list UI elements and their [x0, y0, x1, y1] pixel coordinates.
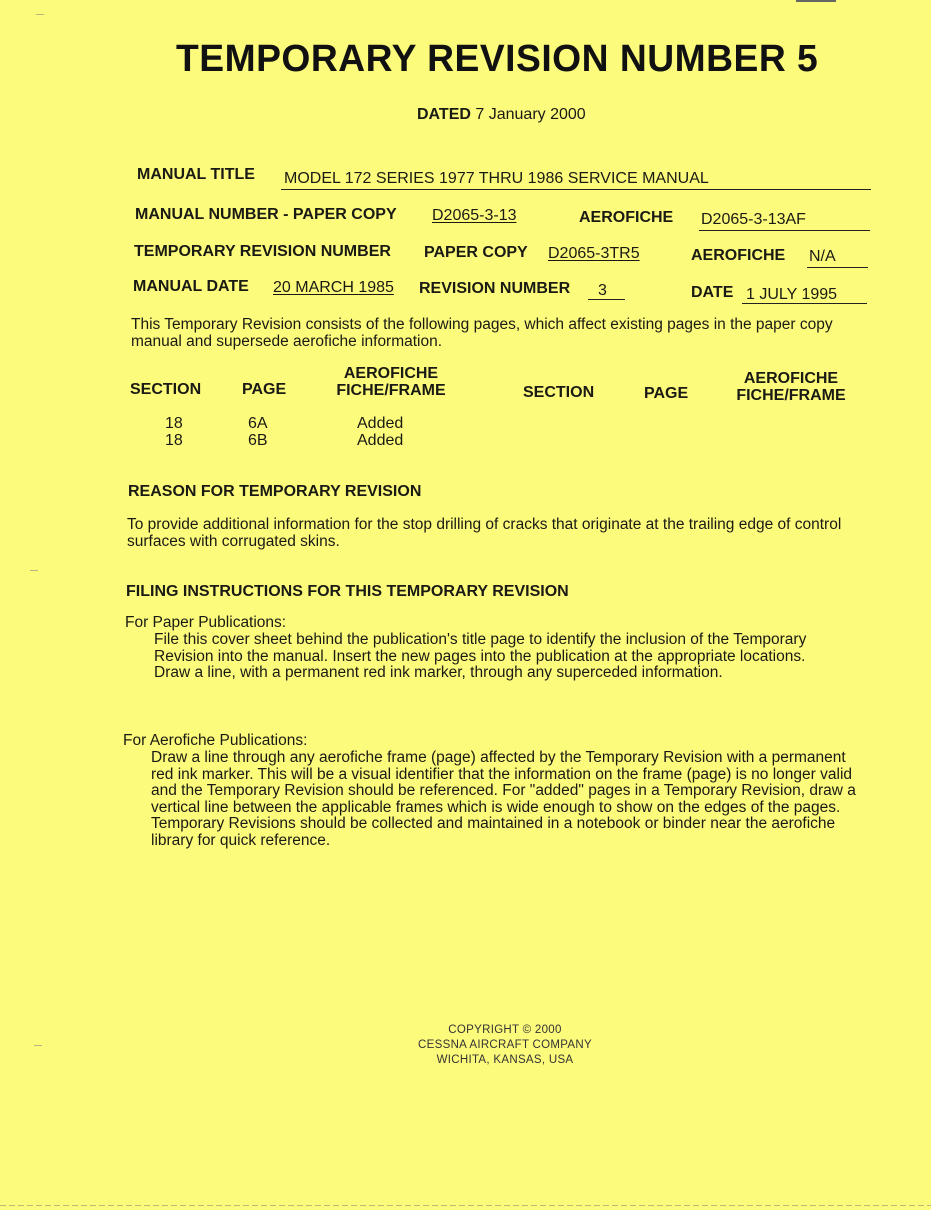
manual-number-value: D2065-3-13 [432, 207, 517, 224]
tr-number-value: D2065-3TR5 [548, 245, 640, 262]
scan-speck [30, 570, 38, 571]
dated-value: 7 January 2000 [475, 106, 586, 123]
table-cell-section: 18 [165, 432, 183, 449]
date-value: 1 JULY 1995 [746, 286, 838, 303]
manual-number-aerofiche-value: D2065-3-13AF [701, 211, 806, 228]
table-header-aerofiche-right-top: AEROFICHE [743, 370, 839, 387]
table-header-section-right: SECTION [523, 384, 595, 401]
table-cell-page: 6A [248, 415, 268, 432]
revision-number-label: REVISION NUMBER [419, 280, 571, 297]
manual-title-value: MODEL 172 SERIES 1977 THRU 1986 SERVICE MANUAL [284, 170, 709, 187]
date-underline [742, 303, 867, 304]
aerofiche-publications-heading: For Aerofiche Publications: [123, 732, 308, 749]
table-header-section-left: SECTION [130, 381, 202, 398]
aerofiche-underline [699, 230, 870, 231]
table-header-aerofiche-left-top: AEROFICHE [343, 365, 439, 382]
revision-number-value: 3 [598, 282, 607, 299]
table-header-aerofiche-right [729, 370, 853, 404]
table-header-aerofiche-right-bottom: FICHE/FRAME [736, 387, 846, 404]
aerofiche-publications-text: Draw a line through any aerofiche frame (page) affected by the Temporary Revision with a permanent red ink marker. This will be a visual identifier that the information on the frame (page) is no longer valid and the Temporary Revision should be referenced. For "added" pages in a Temporary Revision, draw a vertical line between the applicable frames which is wide enough to show on the edges of the pages. Temporary Revisions should be collected and maintained in a notebook or binder near the aerofiche library for quick reference. [151, 749, 856, 849]
company-line: CESSNA AIRCRAFT COMPANY [418, 1039, 592, 1051]
reason-heading: REASON FOR TEMPORARY REVISION [128, 483, 422, 500]
document-title: TEMPORARY REVISION NUMBER 5 [176, 38, 819, 80]
scan-speck [34, 1045, 42, 1046]
table-header-aerofiche-left-bottom: FICHE/FRAME [336, 382, 446, 399]
reason-text: To provide additional information for the stop drilling of cracks that originate at the trailing edge of control surfaces with corrugated skins. [127, 516, 842, 550]
dated-line [417, 106, 586, 124]
manual-date-value: 20 MARCH 1985 [273, 279, 394, 296]
intro-paragraph: This Temporary Revision consists of the following pages, which affect existing pages in the paper copy manual and supersede aerofiche information. [131, 316, 833, 350]
location-line: WICHITA, KANSAS, USA [436, 1054, 574, 1066]
scan-speck [36, 14, 44, 15]
tr-number-aerofiche-label: AEROFICHE [691, 247, 786, 264]
manual-title-underline [281, 189, 871, 190]
tr-number-aerofiche-value: N/A [809, 248, 836, 265]
table-cell-section: 18 [165, 415, 183, 432]
table-header-aerofiche-left [329, 365, 453, 399]
scan-mark [796, 0, 836, 2]
scan-edge [0, 1205, 931, 1206]
manual-title-label: MANUAL TITLE [137, 166, 255, 183]
tr-number-label: TEMPORARY REVISION NUMBER [134, 243, 391, 260]
revision-number-underline [588, 299, 625, 300]
table-cell-frame: Added [357, 432, 404, 449]
table-header-page-left: PAGE [242, 381, 287, 398]
filing-heading: FILING INSTRUCTIONS FOR THIS TEMPORARY REVISION [126, 583, 569, 600]
date-label: DATE [691, 284, 734, 301]
manual-number-label: MANUAL NUMBER - PAPER COPY [135, 206, 397, 223]
paper-publications-heading: For Paper Publications: [125, 614, 287, 631]
manual-date-label: MANUAL DATE [133, 278, 249, 295]
dated-label: DATED [417, 106, 471, 123]
table-cell-page: 6B [248, 432, 268, 449]
manual-number-aerofiche-label: AEROFICHE [579, 209, 674, 226]
copyright-block [380, 1023, 630, 1068]
table-cell-frame: Added [357, 415, 404, 432]
table-header-page-right: PAGE [644, 385, 689, 402]
paper-publications-text: File this cover sheet behind the publication's title page to identify the inclusion of the Temporary Revision into the manual. Insert the new pages into the publication at the appropriate locations. Draw a line, with a permanent red ink marker, through any superceded information. [154, 631, 807, 681]
tr-aerofiche-underline [807, 267, 868, 268]
tr-number-paper-label: PAPER COPY [424, 244, 528, 261]
copyright-line: COPYRIGHT © 2000 [448, 1024, 562, 1036]
